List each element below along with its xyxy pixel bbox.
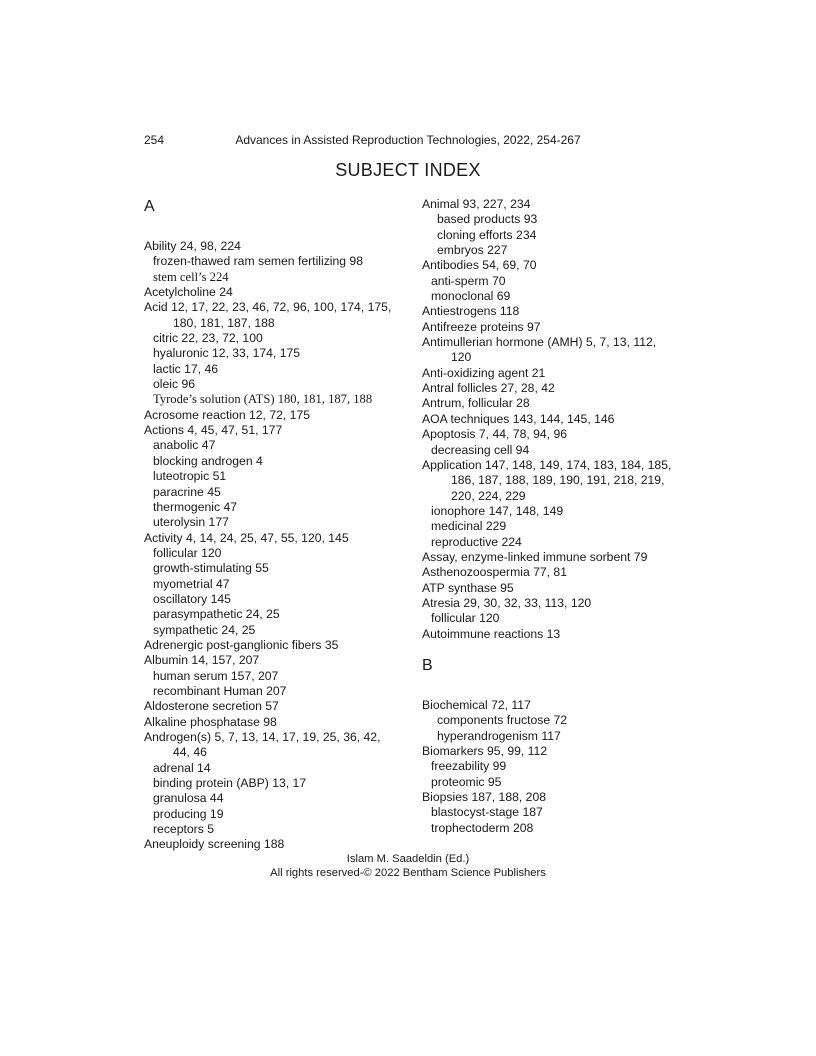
index-subentry: decreasing cell 94 xyxy=(431,442,530,457)
index-subentry: trophectoderm 208 xyxy=(431,820,534,835)
index-entry: Autoimmune reactions 13 xyxy=(422,626,561,641)
index-subentry: 180, 181, 187, 188 xyxy=(173,315,275,330)
index-subentry: hyperandrogenism 117 xyxy=(437,728,561,743)
index-entry: Biochemical 72, 117 xyxy=(422,697,531,712)
index-subentry: lactic 17, 46 xyxy=(153,361,219,376)
index-entry: Alkaline phosphatase 98 xyxy=(144,714,277,729)
index-subentry: follicular 120 xyxy=(431,611,500,626)
index-subentry: human serum 157, 207 xyxy=(153,668,279,683)
index-entry: Adrenergic post-ganglionic fibers 35 xyxy=(144,637,339,652)
running-head xyxy=(0,133,816,147)
index-entry: Asthenozoospermia 77, 81 xyxy=(422,565,567,580)
index-entry: ATP synthase 95 xyxy=(422,580,514,595)
index-entry: Assay, enzyme-linked immune sorbent 79 xyxy=(422,549,648,564)
index-entry: Antiestrogens 118 xyxy=(422,304,520,319)
index-subentry: monoclonal 69 xyxy=(431,289,511,304)
index-subentry: Tyrode’s solution (ATS) 180, 181, 187, 188 xyxy=(153,392,373,407)
index-subentry: oleic 96 xyxy=(153,377,196,392)
index-subentry: receptors 5 xyxy=(153,822,214,837)
index-subentry: sympathetic 24, 25 xyxy=(153,622,256,637)
index-entry: Application 147, 148, 149, 174, 183, 184, 185, xyxy=(422,457,672,472)
index-entry: Antibodies 54, 69, 70 xyxy=(422,258,537,273)
index-subentry: frozen-thawed ram semen fertilizing 98 xyxy=(153,254,363,269)
index-subentry: 120 xyxy=(451,350,472,365)
footer-rights: All rights reserved-© 2022 Bentham Science Publishers xyxy=(270,867,546,879)
index-subentry: embryos 227 xyxy=(437,243,508,258)
index-entries-right-a xyxy=(422,197,682,642)
right-column xyxy=(422,197,682,836)
index-entry: AOA techniques 143, 144, 145, 146 xyxy=(422,411,615,426)
index-subentry: stem cell’s 224 xyxy=(153,269,229,284)
index-subentry: binding protein (ABP) 13, 17 xyxy=(153,776,307,791)
index-subentry: blocking androgen 4 xyxy=(153,453,263,468)
index-subentry: hyaluronic 12, 33, 174, 175 xyxy=(153,346,301,361)
index-entry: Antifreeze proteins 97 xyxy=(422,319,541,334)
section-gap xyxy=(144,217,404,239)
index-entry: Aldosterone secretion 57 xyxy=(144,699,279,714)
index-entry: Aneuploidy screening 188 xyxy=(144,837,285,852)
index-entry: Androgen(s) 5, 7, 13, 14, 17, 19, 25, 36, 42, xyxy=(144,730,381,744)
index-entry: Acid 12, 17, 22, 23, 46, 72, 96, 100, 174, 175, xyxy=(144,300,392,315)
section-letter-b: B xyxy=(422,656,433,674)
index-entry: Albumin 14, 157, 207 xyxy=(144,653,260,668)
index-entry: Acetylcholine 24 xyxy=(144,285,233,300)
index-subentry: oscillatory 145 xyxy=(153,591,231,606)
index-subentry: producing 19 xyxy=(153,806,224,821)
running-head-text: Advances in Assisted Reproduction Technologies, 2022, 254-267 xyxy=(235,133,581,147)
index-subentry: parasympathetic 24, 25 xyxy=(153,607,280,622)
index-entry: Activity 4, 14, 24, 25, 47, 55, 120, 145 xyxy=(144,530,349,545)
index-subentry: 44, 46 xyxy=(173,745,207,760)
index-subentry: paracrine 45 xyxy=(153,484,221,499)
section-gap xyxy=(422,676,682,698)
index-subentry: luteotropic 51 xyxy=(153,469,227,484)
index-subentry: myometrial 47 xyxy=(153,576,230,591)
index-subentry: anabolic 47 xyxy=(153,438,216,453)
index-subentry: follicular 120 xyxy=(153,545,222,560)
index-subentry: proteomic 95 xyxy=(431,774,502,789)
index-subentry: freezability 99 xyxy=(431,759,507,774)
index-subentry: uterolysin 177 xyxy=(153,515,229,530)
index-entry: Apoptosis 7, 44, 78, 94, 96 xyxy=(422,427,568,442)
index-entry: Antral follicles 27, 28, 42 xyxy=(422,381,555,396)
index-subentry: blastocyst-stage 187 xyxy=(431,805,543,820)
index-subentry: 186, 187, 188, 189, 190, 191, 218, 219, xyxy=(451,473,665,488)
index-entry: Antimullerian hormone (AMH) 5, 7, 13, 112, xyxy=(422,335,657,350)
index-subentry: adrenal 14 xyxy=(153,760,211,775)
index-subentry: anti-sperm 70 xyxy=(431,273,506,288)
index-subentry: citric 22, 23, 72, 100 xyxy=(153,331,263,346)
section-letter-a: A xyxy=(144,198,155,215)
index-entry: Biopsies 187, 188, 208 xyxy=(422,790,546,805)
index-entry: Ability 24, 98, 224 xyxy=(144,239,241,253)
index-subentry: 220, 224, 229 xyxy=(451,488,526,503)
index-entry: Anti-oxidizing agent 21 xyxy=(422,365,546,380)
index-entry: Actions 4, 45, 47, 51, 177 xyxy=(144,423,283,438)
index-subentry: cloning efforts 234 xyxy=(437,227,537,242)
index-entries-left xyxy=(144,239,404,853)
index-subentry: granulosa 44 xyxy=(153,791,224,806)
index-entry: Animal 93, 227, 234 xyxy=(422,197,531,211)
section-gap xyxy=(422,642,682,656)
index-subentry: components fructose 72 xyxy=(437,713,568,728)
index-subentry: ionophore 147, 148, 149 xyxy=(431,503,564,518)
index-subentry: medicinal 229 xyxy=(431,519,507,534)
index-entry: Antrum, follicular 28 xyxy=(422,396,530,411)
index-entry: Acrosome reaction 12, 72, 175 xyxy=(144,407,310,422)
index-subentry: reproductive 224 xyxy=(431,534,522,549)
index-entry: Biomarkers 95, 99, 112 xyxy=(422,744,548,758)
footer-editor: Islam M. Saadeldin (Ed.) xyxy=(346,853,470,865)
page-number: 254 xyxy=(144,133,165,147)
index-entries-right-b xyxy=(422,698,682,836)
index-subentry: thermogenic 47 xyxy=(153,499,238,514)
left-column xyxy=(144,197,404,853)
index-subentry: growth-stimulating 55 xyxy=(153,561,269,576)
index-subentry: based products 93 xyxy=(437,212,538,227)
page-title: SUBJECT INDEX xyxy=(335,160,481,180)
index-entry: Atresia 29, 30, 32, 33, 113, 120 xyxy=(422,595,592,610)
index-subentry: recombinant Human 207 xyxy=(153,683,287,698)
